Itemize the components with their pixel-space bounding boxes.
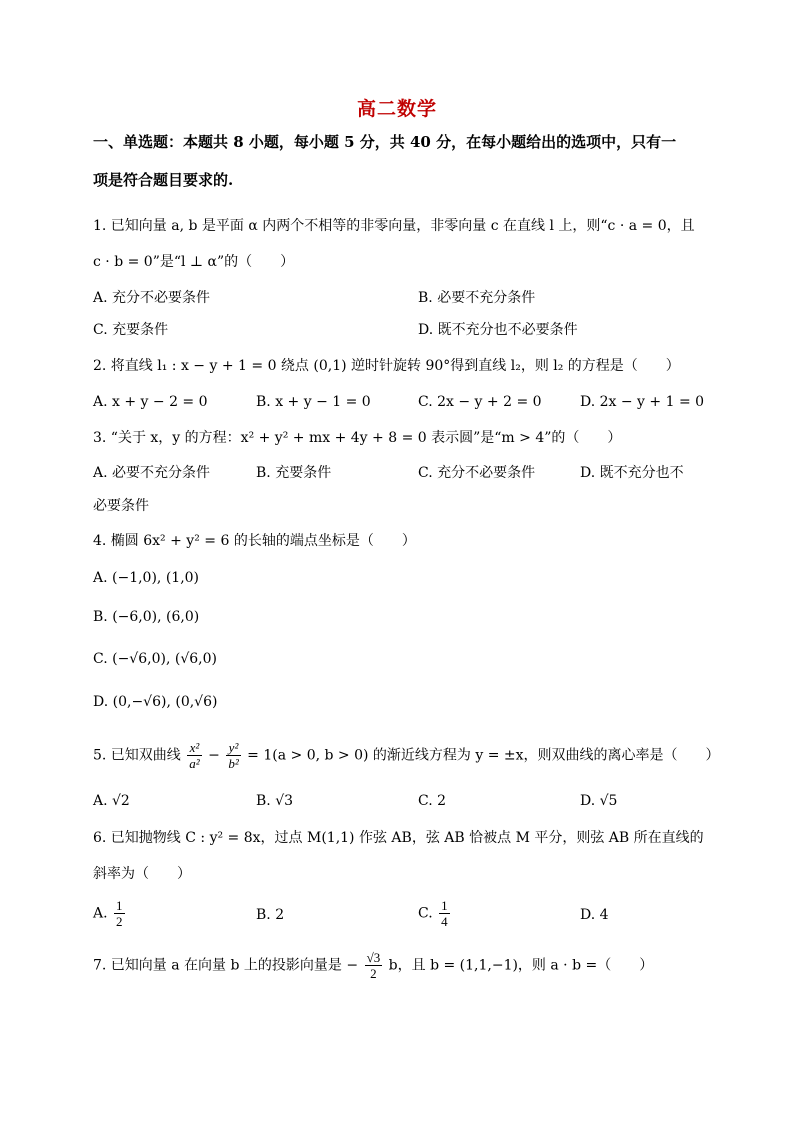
q1-option-a: A. 充分不必要条件 — [93, 290, 211, 306]
q6-option-c — [418, 898, 452, 929]
section-header-line1: 一、单选题：本题共 8 小题，每小题 5 分，共 40 分，在每小题给出的选项中，只有一 — [93, 133, 677, 151]
question-5-line1 — [93, 740, 720, 771]
q4-option-b: B. (−6,0), (6,0) — [93, 609, 200, 625]
q5-fraction-y — [226, 740, 240, 771]
section-header-line2: 项是符合题目要求的. — [93, 171, 234, 189]
q6-option-a-denominator: 2 — [116, 914, 123, 929]
q5-option-a: A. √2 — [93, 793, 130, 809]
q3-option-b: B. 充要条件 — [256, 465, 332, 481]
q6-option-c-label: C. — [418, 905, 433, 922]
q5-option-c: C. 2 — [418, 793, 447, 809]
page-title: 高二数学 — [356, 98, 437, 120]
q6-option-a — [93, 898, 127, 929]
question-4-line1: 4. 椭圆 6x² + y² = 6 的长轴的端点坐标是（ ） — [93, 533, 416, 549]
q7-suffix: b，且 b = (1,1,−1)，则 a · b =（ ） — [388, 957, 654, 974]
q5-fraction-x-numerator: x² — [187, 740, 201, 756]
question-1-line1: 1. 已知向量 a, b 是平面 α 内两个不相等的非零向量，非零向量 c 在直线 l 上，则“c · a = 0，且 — [93, 218, 695, 234]
question-6-line1: 6. 已知抛物线 C : y² = 8x，过点 M(1,1) 作弦 AB，弦 AB 恰被点 M 平分，则弦 AB 所在直线的 — [93, 830, 704, 846]
q3-option-c: C. 充分不必要条件 — [418, 465, 536, 481]
question-6-line2: 斜率为（ ） — [93, 866, 191, 882]
q6-option-c-denominator: 4 — [441, 914, 448, 929]
q6-option-b: B. 2 — [256, 907, 285, 923]
q2-option-c: C. 2x − y + 2 = 0 — [418, 394, 542, 410]
q6-option-c-numerator: 1 — [441, 898, 448, 913]
q2-option-d: D. 2x − y + 1 = 0 — [580, 394, 705, 410]
q7-fraction — [365, 950, 383, 981]
q7-prefix: 7. 已知向量 a 在向量 b 上的投影向量是 − — [93, 957, 359, 974]
q4-option-c: C. (−√6,0), (√6,0) — [93, 651, 217, 667]
q7-fraction-denominator: 2 — [370, 966, 377, 981]
q5-fraction-y-numerator: y² — [226, 740, 240, 756]
q4-option-d: D. (0,−√6), (0,√6) — [93, 694, 218, 710]
question-7-line1 — [93, 950, 653, 981]
q7-fraction-numerator: √3 — [366, 950, 381, 965]
q5-fraction-x — [187, 740, 201, 771]
q5-minus: − — [208, 747, 220, 764]
q6-option-d: D. 4 — [580, 907, 609, 923]
q2-option-a: A. x + y − 2 = 0 — [93, 394, 208, 410]
q5-option-d: D. √5 — [580, 793, 618, 809]
q5-option-b: B. √3 — [256, 793, 294, 809]
q3-option-d-continued: 必要条件 — [93, 498, 149, 514]
q2-option-b: B. x + y − 1 = 0 — [256, 394, 371, 410]
q1-option-b: B. 必要不充分条件 — [418, 290, 536, 306]
q1-option-c: C. 充要条件 — [93, 322, 169, 338]
q6-option-c-fraction — [439, 898, 450, 929]
q6-option-a-numerator: 1 — [116, 898, 123, 913]
q4-option-a: A. (−1,0), (1,0) — [93, 570, 200, 586]
q5-prefix: 5. 已知双曲线 — [93, 747, 181, 764]
question-3-line1: 3. “关于 x，y 的方程：x² + y² + mx + 4y + 8 = 0 表示圆”是“m > 4”的（ ） — [93, 430, 622, 446]
q5-suffix: = 1(a > 0, b > 0) 的渐近线方程为 y = ±x，则双曲线的离心率是（ ） — [247, 747, 720, 764]
q1-option-d: D. 既不充分也不必要条件 — [418, 322, 578, 338]
q3-option-a: A. 必要不充分条件 — [93, 465, 211, 481]
q5-fraction-x-denominator: a² — [189, 756, 200, 771]
question-2-line1: 2. 将直线 l₁ : x − y + 1 = 0 绕点 (0,1) 逆时针旋转 90°得到直线 l₂，则 l₂ 的方程是（ ） — [93, 358, 680, 374]
q3-option-d: D. 既不充分也不 — [580, 465, 684, 481]
question-1-line2: c · b = 0”是“l ⊥ α”的（ ） — [93, 254, 295, 270]
q5-fraction-y-denominator: b² — [228, 756, 239, 771]
section-header — [93, 124, 705, 198]
q6-option-a-label: A. — [93, 905, 108, 922]
q6-option-a-fraction — [114, 898, 125, 929]
